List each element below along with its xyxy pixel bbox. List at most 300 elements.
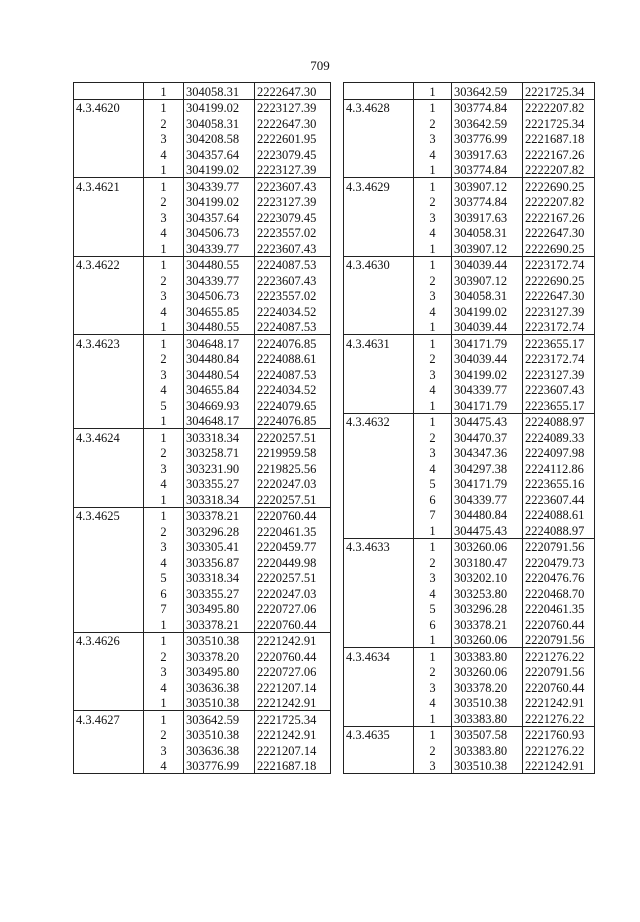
parcel-id-cell [344,146,414,162]
parcel-id-cell [74,397,144,413]
x-coordinate-cell: 303510.38 [452,695,523,711]
parcel-id-cell [344,445,414,461]
point-number-cell: 2 [144,351,184,367]
table-row [74,491,331,507]
table-row [74,240,331,256]
x-coordinate-cell: 303378.21 [184,507,255,523]
y-coordinate-cell: 2221207.14 [255,679,331,695]
table-row [344,162,595,178]
parcel-id-cell [74,382,144,398]
parcel-id-cell [74,742,144,758]
parcel-id-cell [344,664,414,680]
table-row [74,695,331,711]
table-row [344,194,595,210]
y-coordinate-cell: 2220247.03 [255,476,331,492]
y-coordinate-cell: 2223127.39 [255,194,331,210]
parcel-id-cell [74,616,144,632]
table-row [344,303,595,319]
x-coordinate-cell: 304506.73 [184,288,255,304]
y-coordinate-cell: 2220727.06 [255,664,331,680]
x-coordinate-cell: 304655.84 [184,382,255,398]
x-coordinate-cell: 303296.28 [452,601,523,617]
y-coordinate-cell: 2221242.91 [255,695,331,711]
table-row [344,616,595,632]
table-row [74,711,331,727]
point-number-cell: 1 [414,99,452,115]
parcel-id-cell [74,570,144,586]
parcel-id-cell [74,209,144,225]
x-coordinate-cell: 304347.36 [452,445,523,461]
parcel-id-cell [74,585,144,601]
parcel-id-cell [344,695,414,711]
parcel-id-cell [344,351,414,367]
point-number-cell: 3 [414,758,452,774]
table-row [74,476,331,492]
x-coordinate-cell: 303355.27 [184,585,255,601]
table-row [344,648,595,664]
parcel-id-cell [74,695,144,711]
parcel-id-cell [344,742,414,758]
x-coordinate-cell: 304480.84 [184,351,255,367]
x-coordinate-cell: 304339.77 [184,178,255,194]
point-number-cell: 2 [414,554,452,570]
table-row [344,99,595,115]
table-row [74,460,331,476]
point-number-cell: 1 [144,695,184,711]
point-number-cell: 4 [144,303,184,319]
parcel-id-cell [344,382,414,398]
table-row [74,727,331,743]
x-coordinate-cell: 303774.84 [452,194,523,210]
parcel-id-cell [344,491,414,507]
point-number-cell: 1 [414,178,452,194]
y-coordinate-cell: 2220476.76 [523,570,595,586]
x-coordinate-cell: 304297.38 [452,460,523,476]
y-coordinate-cell: 2222167.26 [523,209,595,225]
parcel-id-cell [74,319,144,335]
table-row [344,131,595,147]
parcel-id-cell [344,570,414,586]
parcel-id-cell [74,366,144,382]
x-coordinate-cell: 303495.80 [184,601,255,617]
point-number-cell: 4 [414,460,452,476]
parcel-id-cell: 4.3.4631 [344,335,414,351]
parcel-id-cell: 4.3.4622 [74,256,144,272]
y-coordinate-cell: 2222690.25 [523,272,595,288]
parcel-id-cell [344,225,414,241]
y-coordinate-cell: 2223607.44 [523,491,595,507]
y-coordinate-cell: 2221242.91 [255,727,331,743]
parcel-id-cell [74,491,144,507]
x-coordinate-cell: 304199.02 [452,366,523,382]
parcel-id-cell [344,303,414,319]
y-coordinate-cell: 2223127.39 [255,162,331,178]
table-row [344,554,595,570]
x-coordinate-cell: 303510.38 [452,758,523,774]
table-row [344,632,595,648]
point-number-cell: 1 [144,178,184,194]
y-coordinate-cell: 2221760.93 [523,726,595,742]
point-number-cell: 4 [144,758,184,774]
table-row [344,382,595,398]
x-coordinate-cell: 304339.77 [452,382,523,398]
parcel-id-cell: 4.3.4634 [344,648,414,664]
parcel-id-cell [344,758,414,774]
table-row [344,397,595,413]
y-coordinate-cell: 2223557.02 [255,225,331,241]
parcel-id-cell [344,616,414,632]
point-number-cell: 2 [144,115,184,131]
x-coordinate-cell: 303378.21 [184,616,255,632]
y-coordinate-cell: 2224034.52 [255,303,331,319]
table-row [344,476,595,492]
point-number-cell: 2 [414,272,452,288]
point-number-cell: 4 [144,476,184,492]
y-coordinate-cell: 2223127.39 [523,303,595,319]
point-number-cell: 7 [414,507,452,523]
table-row [74,146,331,162]
x-coordinate-cell: 303378.20 [452,679,523,695]
x-coordinate-cell: 304039.44 [452,256,523,272]
y-coordinate-cell: 2220461.35 [523,601,595,617]
y-coordinate-cell: 2221242.91 [523,758,595,774]
point-number-cell: 5 [414,476,452,492]
table-row [74,758,331,774]
coordinates-table-left [73,82,331,774]
x-coordinate-cell: 303318.34 [184,429,255,445]
y-coordinate-cell: 2220791.56 [523,632,595,648]
y-coordinate-cell: 2224079.65 [255,397,331,413]
parcel-id-cell [74,664,144,680]
table-row [74,679,331,695]
table-row [74,209,331,225]
point-number-cell: 3 [414,288,452,304]
y-coordinate-cell: 2220760.44 [255,648,331,664]
point-number-cell: 7 [144,601,184,617]
x-coordinate-cell: 303296.28 [184,523,255,539]
x-coordinate-cell: 303907.12 [452,178,523,194]
point-number-cell: 2 [144,194,184,210]
point-number-cell: 1 [144,162,184,178]
x-coordinate-cell: 303355.27 [184,476,255,492]
table-row [74,382,331,398]
table-row [74,616,331,632]
point-number-cell: 4 [414,382,452,398]
parcel-id-cell [74,83,144,100]
x-coordinate-cell: 303917.63 [452,146,523,162]
point-number-cell: 5 [414,601,452,617]
parcel-id-cell [74,225,144,241]
point-number-cell: 1 [414,648,452,664]
y-coordinate-cell: 2220727.06 [255,601,331,617]
y-coordinate-cell: 2222647.30 [255,83,331,100]
point-number-cell: 2 [414,429,452,445]
y-coordinate-cell: 2224088.61 [523,507,595,523]
x-coordinate-cell: 303776.99 [184,758,255,774]
parcel-id-cell [344,115,414,131]
parcel-id-cell [74,476,144,492]
point-number-cell: 1 [414,538,452,554]
parcel-id-cell [74,539,144,555]
y-coordinate-cell: 2221207.14 [255,742,331,758]
y-coordinate-cell: 2222207.82 [523,162,595,178]
point-number-cell: 2 [414,194,452,210]
x-coordinate-cell: 303260.06 [452,538,523,554]
point-number-cell: 4 [144,554,184,570]
point-number-cell: 6 [144,585,184,601]
parcel-id-cell: 4.3.4633 [344,538,414,554]
point-number-cell: 4 [144,382,184,398]
point-number-cell: 1 [144,616,184,632]
parcel-id-cell: 4.3.4621 [74,178,144,194]
x-coordinate-cell: 303495.80 [184,664,255,680]
parcel-id-cell [74,303,144,319]
x-coordinate-cell: 304339.77 [184,240,255,256]
y-coordinate-cell: 2220760.44 [523,616,595,632]
x-coordinate-cell: 303907.12 [452,240,523,256]
table-row [74,256,331,272]
y-coordinate-cell: 2224076.85 [255,413,331,429]
point-number-cell: 2 [414,115,452,131]
table-row [344,115,595,131]
x-coordinate-cell: 303917.63 [452,209,523,225]
table-row [74,178,331,194]
table-row [344,491,595,507]
table-row [344,726,595,742]
table-row [344,460,595,476]
y-coordinate-cell: 2223127.39 [255,99,331,115]
y-coordinate-cell: 2223655.17 [523,335,595,351]
coordinates-table-right [343,82,595,774]
point-number-cell: 2 [144,523,184,539]
point-number-cell: 3 [414,209,452,225]
point-number-cell: 1 [414,522,452,538]
y-coordinate-cell: 2220479.73 [523,554,595,570]
point-number-cell: 3 [144,209,184,225]
point-number-cell: 4 [414,146,452,162]
table-row [74,742,331,758]
parcel-id-cell: 4.3.4626 [74,632,144,648]
table-row [74,664,331,680]
y-coordinate-cell: 2223607.43 [523,382,595,398]
table-row [344,742,595,758]
parcel-id-cell [344,429,414,445]
table-row [344,319,595,335]
table-row [74,131,331,147]
parcel-id-cell [344,710,414,726]
table-row [74,570,331,586]
parcel-id-cell [344,83,414,100]
x-coordinate-cell: 303510.38 [184,727,255,743]
y-coordinate-cell: 2222690.25 [523,240,595,256]
y-coordinate-cell: 2222207.82 [523,194,595,210]
point-number-cell: 1 [414,397,452,413]
table-row [74,272,331,288]
y-coordinate-cell: 2220449.98 [255,554,331,570]
y-coordinate-cell: 2224088.61 [255,351,331,367]
x-coordinate-cell: 303642.59 [452,83,523,100]
point-number-cell: 1 [414,413,452,429]
table-row [344,288,595,304]
x-coordinate-cell: 304208.58 [184,131,255,147]
table-row [74,585,331,601]
x-coordinate-cell: 303636.38 [184,679,255,695]
x-coordinate-cell: 304199.02 [452,303,523,319]
y-coordinate-cell: 2219825.56 [255,460,331,476]
x-coordinate-cell: 304058.31 [184,115,255,131]
parcel-id-cell [74,554,144,570]
table-row [344,429,595,445]
point-number-cell: 4 [414,585,452,601]
table-row [344,538,595,554]
x-coordinate-cell: 303253.80 [452,585,523,601]
y-coordinate-cell: 2224089.33 [523,429,595,445]
parcel-id-cell: 4.3.4629 [344,178,414,194]
point-number-cell: 1 [144,507,184,523]
table-row [74,554,331,570]
parcel-id-cell [74,240,144,256]
y-coordinate-cell: 2222601.95 [255,131,331,147]
y-coordinate-cell: 2220791.56 [523,538,595,554]
table-row [344,413,595,429]
table-row [344,601,595,617]
point-number-cell: 2 [144,727,184,743]
parcel-id-cell [344,507,414,523]
x-coordinate-cell: 303260.06 [452,664,523,680]
point-number-cell: 2 [414,664,452,680]
parcel-id-cell [344,522,414,538]
parcel-id-cell [74,445,144,461]
y-coordinate-cell: 2224087.53 [255,256,331,272]
parcel-id-cell [344,162,414,178]
table-row [74,632,331,648]
parcel-id-cell [344,272,414,288]
x-coordinate-cell: 303510.38 [184,695,255,711]
y-coordinate-cell: 2221242.91 [255,632,331,648]
table-row [344,445,595,461]
x-coordinate-cell: 303774.84 [452,99,523,115]
point-number-cell: 1 [414,726,452,742]
x-coordinate-cell: 304058.31 [452,288,523,304]
x-coordinate-cell: 304039.44 [452,319,523,335]
point-number-cell: 3 [414,570,452,586]
table-row [344,256,595,272]
table-row [74,601,331,617]
y-coordinate-cell: 2221276.22 [523,742,595,758]
parcel-id-cell [74,727,144,743]
x-coordinate-cell: 303383.80 [452,742,523,758]
y-coordinate-cell: 2223607.43 [255,240,331,256]
y-coordinate-cell: 2221725.34 [523,83,595,100]
point-number-cell: 2 [144,648,184,664]
x-coordinate-cell: 303305.41 [184,539,255,555]
y-coordinate-cell: 2223127.39 [523,366,595,382]
y-coordinate-cell: 2224112.86 [523,460,595,476]
x-coordinate-cell: 303510.38 [184,632,255,648]
table-row [74,523,331,539]
table-row [74,288,331,304]
table-row [344,366,595,382]
parcel-id-cell [74,758,144,774]
x-coordinate-cell: 303231.90 [184,460,255,476]
y-coordinate-cell: 2223655.16 [523,476,595,492]
parcel-id-cell: 4.3.4630 [344,256,414,272]
x-coordinate-cell: 303318.34 [184,491,255,507]
y-coordinate-cell: 2220257.51 [255,491,331,507]
point-number-cell: 1 [144,413,184,429]
point-number-cell: 1 [414,319,452,335]
table-row [344,695,595,711]
point-number-cell: 4 [144,146,184,162]
y-coordinate-cell: 2224097.98 [523,445,595,461]
x-coordinate-cell: 303636.38 [184,742,255,758]
parcel-id-cell [74,351,144,367]
table-row [74,115,331,131]
point-number-cell: 1 [144,83,184,100]
point-number-cell: 6 [414,616,452,632]
table-row [344,507,595,523]
table-row [74,413,331,429]
parcel-id-cell [74,194,144,210]
y-coordinate-cell: 2221276.22 [523,648,595,664]
parcel-id-cell: 4.3.4628 [344,99,414,115]
parcel-id-cell [344,585,414,601]
y-coordinate-cell: 2224087.53 [255,319,331,335]
point-number-cell: 1 [414,240,452,256]
point-number-cell: 1 [144,632,184,648]
x-coordinate-cell: 304648.17 [184,335,255,351]
x-coordinate-cell: 304480.55 [184,256,255,272]
parcel-id-cell [74,272,144,288]
parcel-id-cell: 4.3.4620 [74,99,144,115]
y-coordinate-cell: 2223557.02 [255,288,331,304]
point-number-cell: 1 [414,256,452,272]
point-number-cell: 2 [144,445,184,461]
point-number-cell: 3 [144,366,184,382]
point-number-cell: 1 [144,335,184,351]
x-coordinate-cell: 304171.79 [452,397,523,413]
point-number-cell: 4 [414,303,452,319]
table-row [74,366,331,382]
x-coordinate-cell: 303907.12 [452,272,523,288]
x-coordinate-cell: 304480.84 [452,507,523,523]
x-coordinate-cell: 303776.99 [452,131,523,147]
x-coordinate-cell: 304480.55 [184,319,255,335]
y-coordinate-cell: 2220459.77 [255,539,331,555]
point-number-cell: 1 [414,632,452,648]
parcel-id-cell: 4.3.4632 [344,413,414,429]
table-row [74,303,331,319]
parcel-id-cell [74,413,144,429]
x-coordinate-cell: 304058.31 [184,83,255,100]
point-number-cell: 3 [144,131,184,147]
point-number-cell: 2 [144,272,184,288]
point-number-cell: 3 [144,460,184,476]
x-coordinate-cell: 304475.43 [452,413,523,429]
table-row [344,679,595,695]
y-coordinate-cell: 2222647.30 [523,225,595,241]
point-number-cell: 4 [144,679,184,695]
x-coordinate-cell: 303642.59 [452,115,523,131]
x-coordinate-cell: 304648.17 [184,413,255,429]
point-number-cell: 3 [414,366,452,382]
point-number-cell: 3 [414,131,452,147]
x-coordinate-cell: 304470.37 [452,429,523,445]
y-coordinate-cell: 2221725.34 [523,115,595,131]
table-row [344,351,595,367]
point-number-cell: 4 [414,695,452,711]
point-number-cell: 3 [414,445,452,461]
